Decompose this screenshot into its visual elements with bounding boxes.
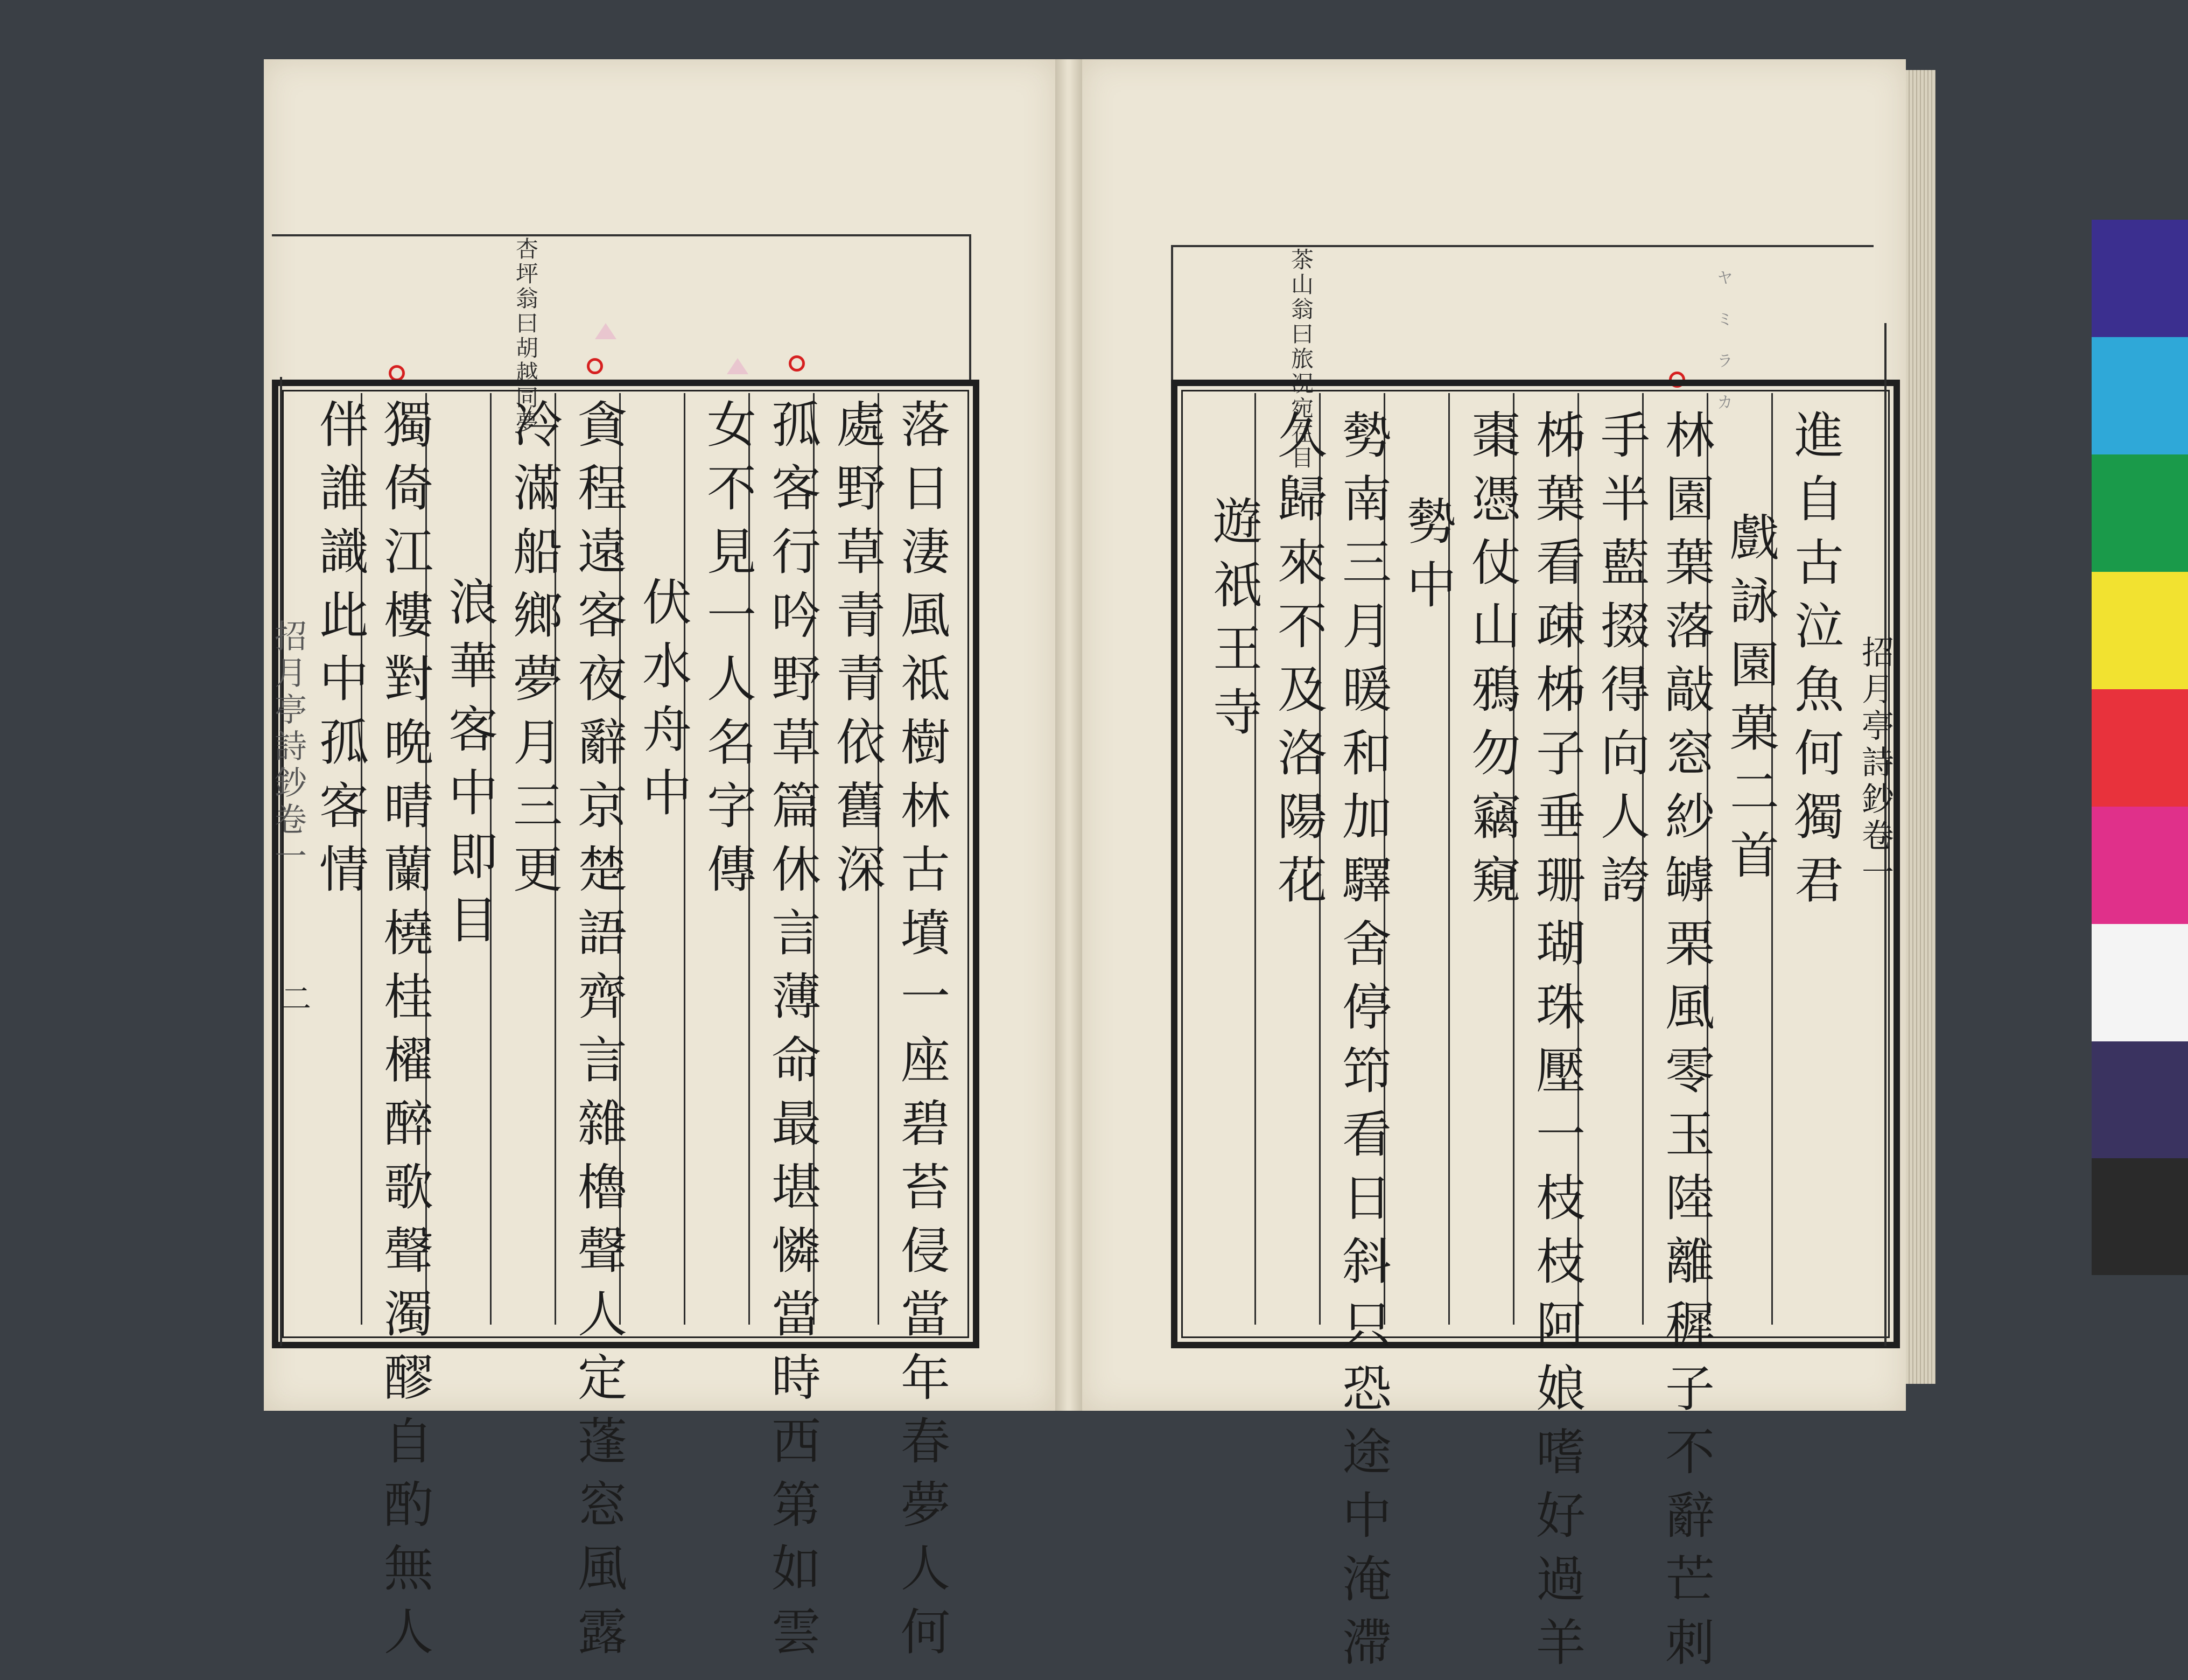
- right-head-note: 茶山翁曰旅况宛在目: [1288, 248, 1314, 471]
- poem-title: 浪華客中即目: [440, 576, 498, 957]
- left-hashira: 招月亭詩鈔卷一: [269, 619, 307, 876]
- column-rule: [684, 393, 685, 1325]
- text-column: 女不見一人名字傳: [699, 398, 756, 907]
- text-column: 柹葉看疎柹子垂珊瑚珠壓一枝枝阿娘嗜好過羊: [1528, 409, 1586, 1680]
- text-column: 棗憑仗山鴉勿竊窺: [1463, 409, 1521, 918]
- color-swatch: [2092, 1158, 2188, 1275]
- text-column: 進自古泣魚何獨君: [1786, 409, 1844, 918]
- right-head-box: [1171, 245, 1876, 380]
- text-column: 落日淒風祗樹林古墳一座碧苔侵當年春夢人何: [893, 398, 950, 1669]
- text-column: 貪程遠客夜辭京楚語齊言雜櫓聲人定蓬窓風露: [570, 398, 627, 1669]
- poem-title: 遊祇王寺: [1205, 495, 1263, 750]
- color-swatch: [2092, 572, 2188, 689]
- color-swatch: [2092, 454, 2188, 572]
- page-number: 二: [276, 983, 311, 1013]
- page-edges: [1906, 70, 1935, 1384]
- text-column: 獨倚江樓對晩晴蘭橈桂櫂醉歌聲濁醪自酌無人: [376, 398, 433, 1669]
- book-gutter: [1055, 59, 1082, 1411]
- color-swatch: [2092, 689, 2188, 807]
- faint-triangle-mark: [595, 323, 616, 339]
- right-hashira: 招月亭詩鈔卷一: [1856, 635, 1894, 892]
- color-swatch: [2092, 807, 2188, 924]
- text-column: 孤客行吟野草篇休言薄命最堪憐當時西第如雲: [763, 398, 821, 1669]
- faint-head-annotation: ヤ ミ ラ カ: [1714, 269, 1733, 413]
- text-column: 手半藍掇得向人誇: [1593, 409, 1650, 918]
- text-column: 冷滿船鄉夢月三更: [505, 398, 563, 907]
- text-column: 伴誰識此中孤客情: [311, 398, 369, 907]
- text-column: 林園葉落敲窓紗罅栗風零玉陸離穉子不辭芒刺: [1657, 409, 1715, 1680]
- red-circle-mark: [389, 365, 405, 381]
- faint-triangle-mark: [727, 358, 748, 374]
- text-column: 久歸來不及洛陽花: [1270, 409, 1327, 918]
- text-column: 勢南三月暖和加驛舍停笻看日斜只恐途中淹滯: [1334, 409, 1392, 1680]
- text-column: 處野草青青依舊深: [828, 398, 886, 907]
- color-swatch: [2092, 924, 2188, 1041]
- color-swatch: [2092, 1041, 2188, 1158]
- red-circle-mark: [789, 355, 805, 372]
- poem-title: 勢中: [1399, 495, 1456, 622]
- left-head-note: 杏坪翁曰胡越同夢: [513, 237, 539, 435]
- color-swatch: [2092, 337, 2188, 454]
- red-circle-mark: [587, 358, 603, 374]
- left-head-box: [272, 234, 971, 380]
- color-calibration-card: [2092, 220, 2188, 1275]
- color-swatch: [2092, 220, 2188, 337]
- poem-title: 戲詠園菓二首: [1722, 512, 1779, 893]
- poem-title: 伏水舟中: [634, 576, 692, 830]
